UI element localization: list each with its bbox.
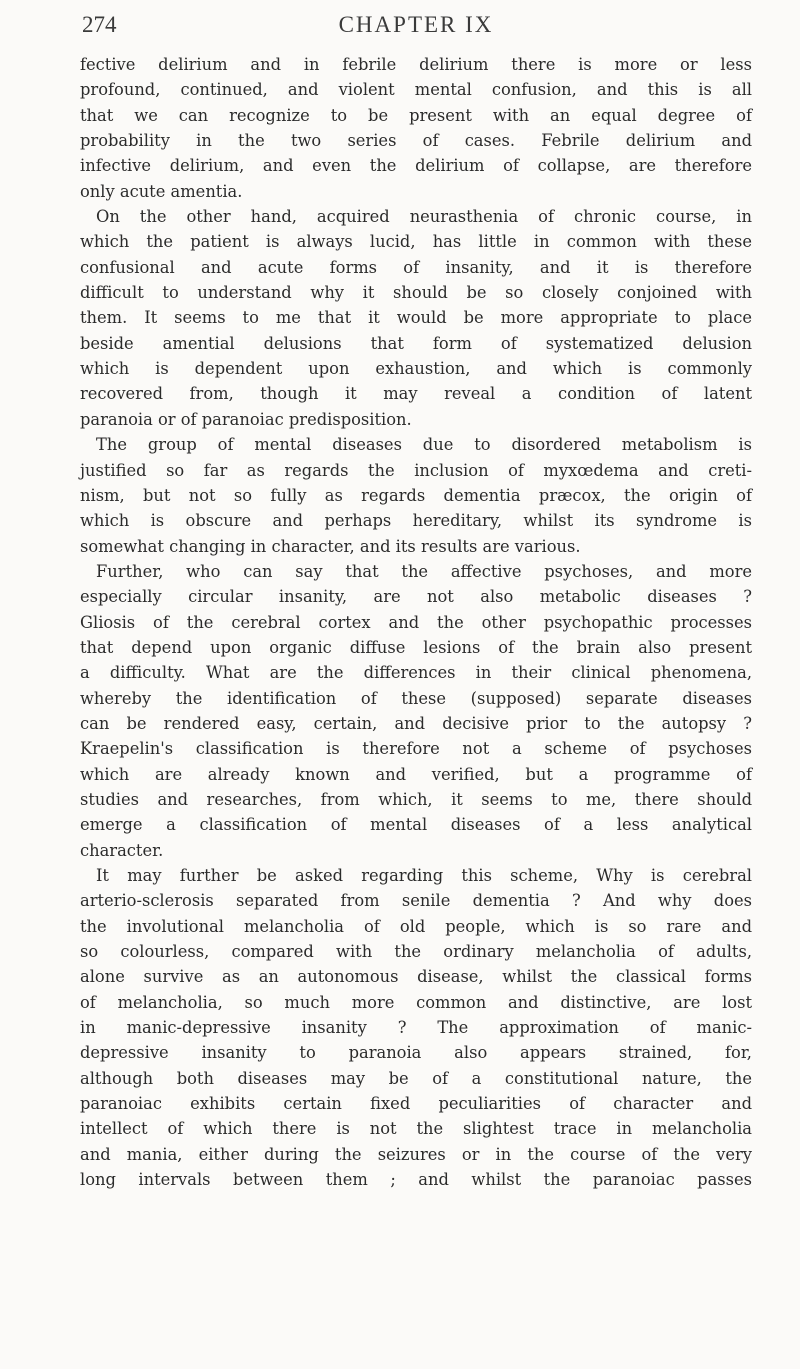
page-number: 274 [82, 12, 117, 37]
text-line: fective delirium and in febrile delirium there is more or less [80, 55, 752, 74]
text-line: On the other hand, acquired neurasthenia of chronic course, in [96, 207, 752, 227]
text-line: The group of mental diseases due to disordered metabolism is [96, 435, 752, 455]
text-line: paranoiac exhibits certain fixed peculiarities of character and [80, 1094, 752, 1114]
text-line: beside amential delusions that form of systematized delusion [80, 333, 752, 353]
text-line: studies and researches, from which, it seems to me, there should [80, 789, 752, 809]
text-line: the involutional melancholia of old people, which is so rare and [80, 916, 752, 936]
text-line: a difficulty. What are the differences in their clinical phenomena, [80, 663, 752, 683]
book-page [80, 12, 752, 1192]
text-line: probability in the two series of cases. Febrile delirium and [80, 131, 752, 151]
text-line: difficult to understand why it should be so closely conjoined with [80, 283, 752, 303]
text-line: especially circular insanity, are not also metabolic diseases ? [80, 587, 752, 607]
text-line: and mania, either during the seizures or in the course of the very [80, 1144, 752, 1164]
text-line: which the patient is always lucid, has little in common with these [80, 232, 752, 252]
text-line: infective delirium, and even the delirium of collapse, are therefore [80, 156, 752, 176]
text-line: paranoia or of paranoiac predisposition. [80, 409, 412, 429]
text-line: confusional and acute forms of insanity, and it is therefore [80, 257, 752, 277]
text-line: justified so far as regards the inclusion of myxœdema and creti- [80, 460, 752, 480]
text-line: long intervals between them ; and whilst the paranoiac passes [80, 1170, 752, 1190]
text-line: It may further be asked regarding this scheme, Why is cerebral [96, 866, 752, 885]
text-line: of melancholia, so much more common and distinctive, are lost [80, 992, 752, 1012]
text-line: character. [80, 840, 164, 860]
text-line: recovered from, though it may reveal a condition of latent [80, 384, 752, 404]
page-header [80, 12, 752, 46]
text-line: in manic-depressive insanity ? The approximation of manic- [80, 1018, 752, 1038]
body-text [80, 52, 752, 1192]
text-line: arterio-sclerosis separated from senile dementia ? And why does [80, 891, 752, 911]
text-line: so colourless, compared with the ordinary melancholia of adults, [80, 942, 752, 962]
text-line: which is dependent upon exhaustion, and which is commonly [80, 359, 752, 379]
text-line: which are already known and verified, but a programme of [80, 764, 752, 784]
text-line: Kraepelin's classification is therefore not a scheme of psychoses [80, 739, 752, 759]
text-line: can be rendered easy, certain, and decisive prior to the autopsy ? [80, 713, 752, 733]
text-line: that depend upon organic diffuse lesions of the brain also present [80, 637, 752, 657]
text-line: somewhat changing in character, and its results are various. [80, 536, 581, 556]
text-line: intellect of which there is not the slightest trace in melancholia [80, 1119, 752, 1139]
text-line: whereby the identification of these (supposed) separate diseases [80, 688, 752, 708]
text-line: depressive insanity to paranoia also appears strained, for, [80, 1043, 752, 1063]
text-line: Gliosis of the cerebral cortex and the other psychopathic processes [80, 612, 752, 632]
text-line: only acute amentia. [80, 181, 243, 201]
text-line: profound, continued, and violent mental confusion, and this is all [80, 80, 752, 100]
running-head: CHAPTER IX [338, 12, 494, 37]
text-line: Further, who can say that the affective psychoses, and more [96, 561, 752, 581]
text-line: emerge a classification of mental diseases of a less analytical [80, 815, 752, 835]
text-line: although both diseases may be of a constitutional nature, the [80, 1068, 752, 1088]
text-line: which is obscure and perhaps hereditary, whilst its syndrome is [80, 511, 752, 531]
text-line: nism, but not so fully as regards dementia præcox, the origin of [80, 485, 752, 505]
text-line: them. It seems to me that it would be more appropriate to place [80, 308, 752, 328]
text-line: that we can recognize to be present with an equal degree of [80, 105, 752, 125]
text-line: alone survive as an autonomous disease, whilst the classical forms [80, 967, 752, 987]
